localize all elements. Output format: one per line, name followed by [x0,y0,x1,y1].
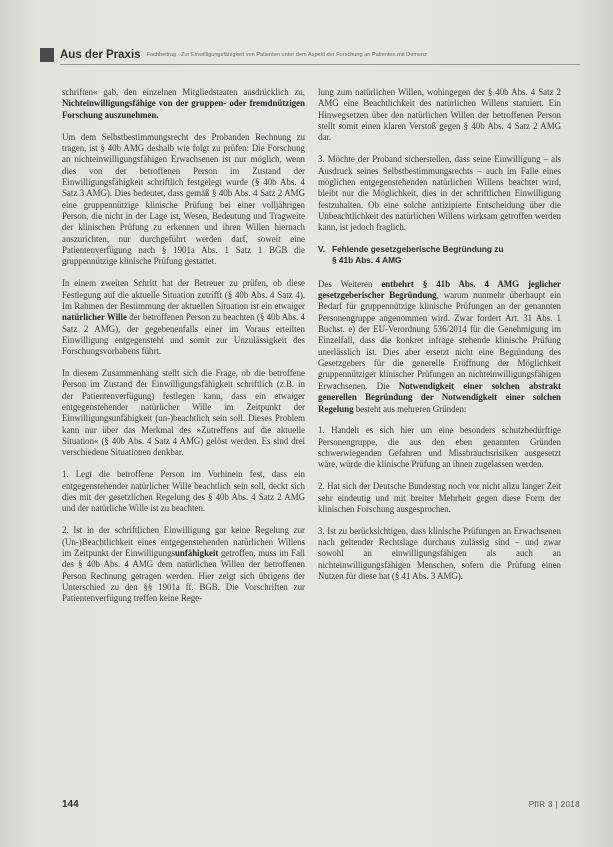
section-title: Aus der Praxis [60,49,141,61]
paragraph: In einem zweiten Schritt hat der Betreuer zu prüfen, ob diese Festlegung auf die aktuelle Situation zutrifft (§ 40b Abs. 4 Satz 4). Im Rahmen der Bestimmung der aktuellen Situation ist ein etwaiger natürlicher Wille der betroffenen Person zu beachten (§ 40b Abs. 4 Satz 2 AMG), der gegebenenfalls einer im Voraus erteilten Einwilligung entgegensteht und somit zur Unzulässigkeit des Forschungsvorhabens führt. [62,278,305,357]
journal-issue: PflR 3 | 2018 [528,800,580,809]
paragraph: 3. Ist zu berücksichtigen, dass klinische Prüfungen an Erwachsenen nach geltender Rechtslage durchaus zulässig sind – und zwar sowohl an einwilligungsfähigen als auch an nichteinwilligungsfähigen Menschen, sofern die Prüfung einen Nutzen für diese hat (§ 41 Abs. 3 AMG). [318,525,561,582]
paragraph: Des Weiteren entbehrt § 41b Abs. 4 AMG jeglicher gesetzgeberischer Begründung, warum nunmehr überhaupt ein Bedarf für gruppennützige klinische Prüfungen an der genannten Personengruppe angenommen wird. Zwar fordert Art. 31 Abs. 1 Buchst. e) der EU-Verordnung 536/2014 für die Genehmigung im Einzelfall, dass die konkret infrage stehende klinische Prüfung unerlässlich ist. Dies aber ersetzt nicht eine Begründung des Gesetzgebers für die generelle Eröffnung der Möglichkeit gruppennütziger klinischer Prüfungen an nichteinwilligungsfähigen Erwachsenen. Die Notwendigkeit einer solchen abstrakt generellen Begründung der Notwendigkeit einer solchen Regelung besteht aus mehreren Gründen: [318,278,561,414]
article-subtitle: Fachbeitrag · Zur Einwilligungsfähigkeit von Patienten unter dem Aspekt der Forschung an Patienten mit Demenz [146,52,428,58]
section-heading: V. Fehlende gesetzgeberische Begründung zu § 41b Abs. 4 AMG [318,244,504,266]
paragraph: 1. Handelt es sich hier um eine besonders schutzbedürftige Personengruppe, die aus den eben genannten Gründen schwerwiegenden Gefahren und Missbrauchsrisiken ausgesetzt wäre, würde die klinische Prüfung an ihnen zugelassen werden. [318,425,561,470]
running-header [40,46,580,64]
paragraph: In diesem Zusammenhang stellt sich die Frage, ob die betroffene Person im Zustand der Einwilligungsfähigkeit schriftlich (z.B. in der Patientenverfügung) festlegen kann, dass ein etwaiger entgegenstehender natürlicher Wille im Zeitpunkt der Einwilligungsunfähigkeit (un-)beachtlich sein soll. Dieses Problem kann nur über das Merkmal des »Zutreffens auf die aktuelle Situation« (§ 40b Abs. 4 Satz 4 AMG) gelöst werden. Es sind drei verschiedene Situationen denkbar. [62,368,305,458]
header-rule [60,64,580,65]
page-number: 144 [62,799,79,810]
paragraph: lung zum natürlichen Willen, wohingegen der § 40b Abs. 4 Satz 2 AMG eine Beachtlichkeit des natürlichen Willens statuiert. Ein Hinwegsetzen über den natürlichen Willen der betroffenen Person stellt somit einen klaren Verstoß gegen § 40b Abs. 4 Satz 2 AMG dar. [318,87,561,143]
paragraph: 1. Legt die betroffene Person im Vorhinein fest, dass ein entgegenstehender natürlicher Wille beachtlich sein soll, deckt sich dies mit der gesetzlichen Regelung des § 40b Abs. 4 Satz 2 AMG und der natürliche Wille ist zu beachten. [62,469,305,514]
paragraph: 2. Ist in der schriftlichen Einwilligung gar keine Regelung zur (Un-)Beachtlichkeit eines entgegenstehenden natürlichen Willens im Zeitpunkt der Einwilligungsunfähigkeit getroffen, muss im Fall des § 40b Abs. 4 AMG dem natürlichen Willen der betroffenen Person Rechnung getragen werden. Hier zeigt sich übrigens der Unterschied zu den §§ 1901a ff. BGB. Die Vorschriften zur Patientenverfügung treffen keine Rege- [62,525,305,604]
paragraph: 2. Hat sich der Deutsche Bundestag noch vor nicht allzu langer Zeit sehr eindeutig und mit breiter Mehrheit gegen diese Form der klinischen Forschung ausgesprochen. [318,481,561,514]
right-column [318,87,561,593]
paragraph: schriften« gab, den einzelnen Mitgliedstaaten ausdrücklich zu, Nichteinwilligungsfähige von der gruppen- oder fremdnützigen Forschung auszunehmen. [62,87,305,120]
section-marker [40,48,54,62]
paragraph: 3. Möchte der Proband sicherstellen, dass seine Einwilligung – als Ausdruck seines Selbstbestimmungsrechts – auch im Falle eines möglichen entgegenstehenden natürlichen Willens beachtet wird, bleibt nur die Möglichkeit, dies in der schriftlichen Einwilligung festzuhalten. Ob eine solche antizipierte Entscheidung über die Unbeachtlichkeit des natürlichen Willens wirksam getroffen werden kann, ist jedoch fraglich. [318,154,561,233]
paragraph: Um dem Selbstbestimmungsrecht des Probanden Rechnung zu tragen, ist § 40b AMG deshalb wie folgt zu prüfen: Die Forschung an nichteinwilligungsfähigen Erwachsenen ist nur möglich, wenn dies von der betroffenen Person im Zustand der Einwilligungsfähigkeit schriftlich festgelegt wurde (§ 40b Abs. 4 Satz 3 AMG). Dies bedeutet, dass gemäß § 40b Abs. 4 Satz 2 AMG eine gruppennützige klinische Prüfung bei einer volljährigen Person, die nicht in der Lage ist, Wesen, Bedeutung und Tragweite der klinischen Prüfung zu erkennen und ihren Willen hiernach auszurichten, nur durchgeführt werden darf, soweit eine Patientenverfügung nach § 1901a Abs. 1 Satz 1 BGB die gruppennützige klinische Prüfung gestattet. [62,131,305,267]
left-column [62,87,305,615]
page-footer [62,799,580,813]
